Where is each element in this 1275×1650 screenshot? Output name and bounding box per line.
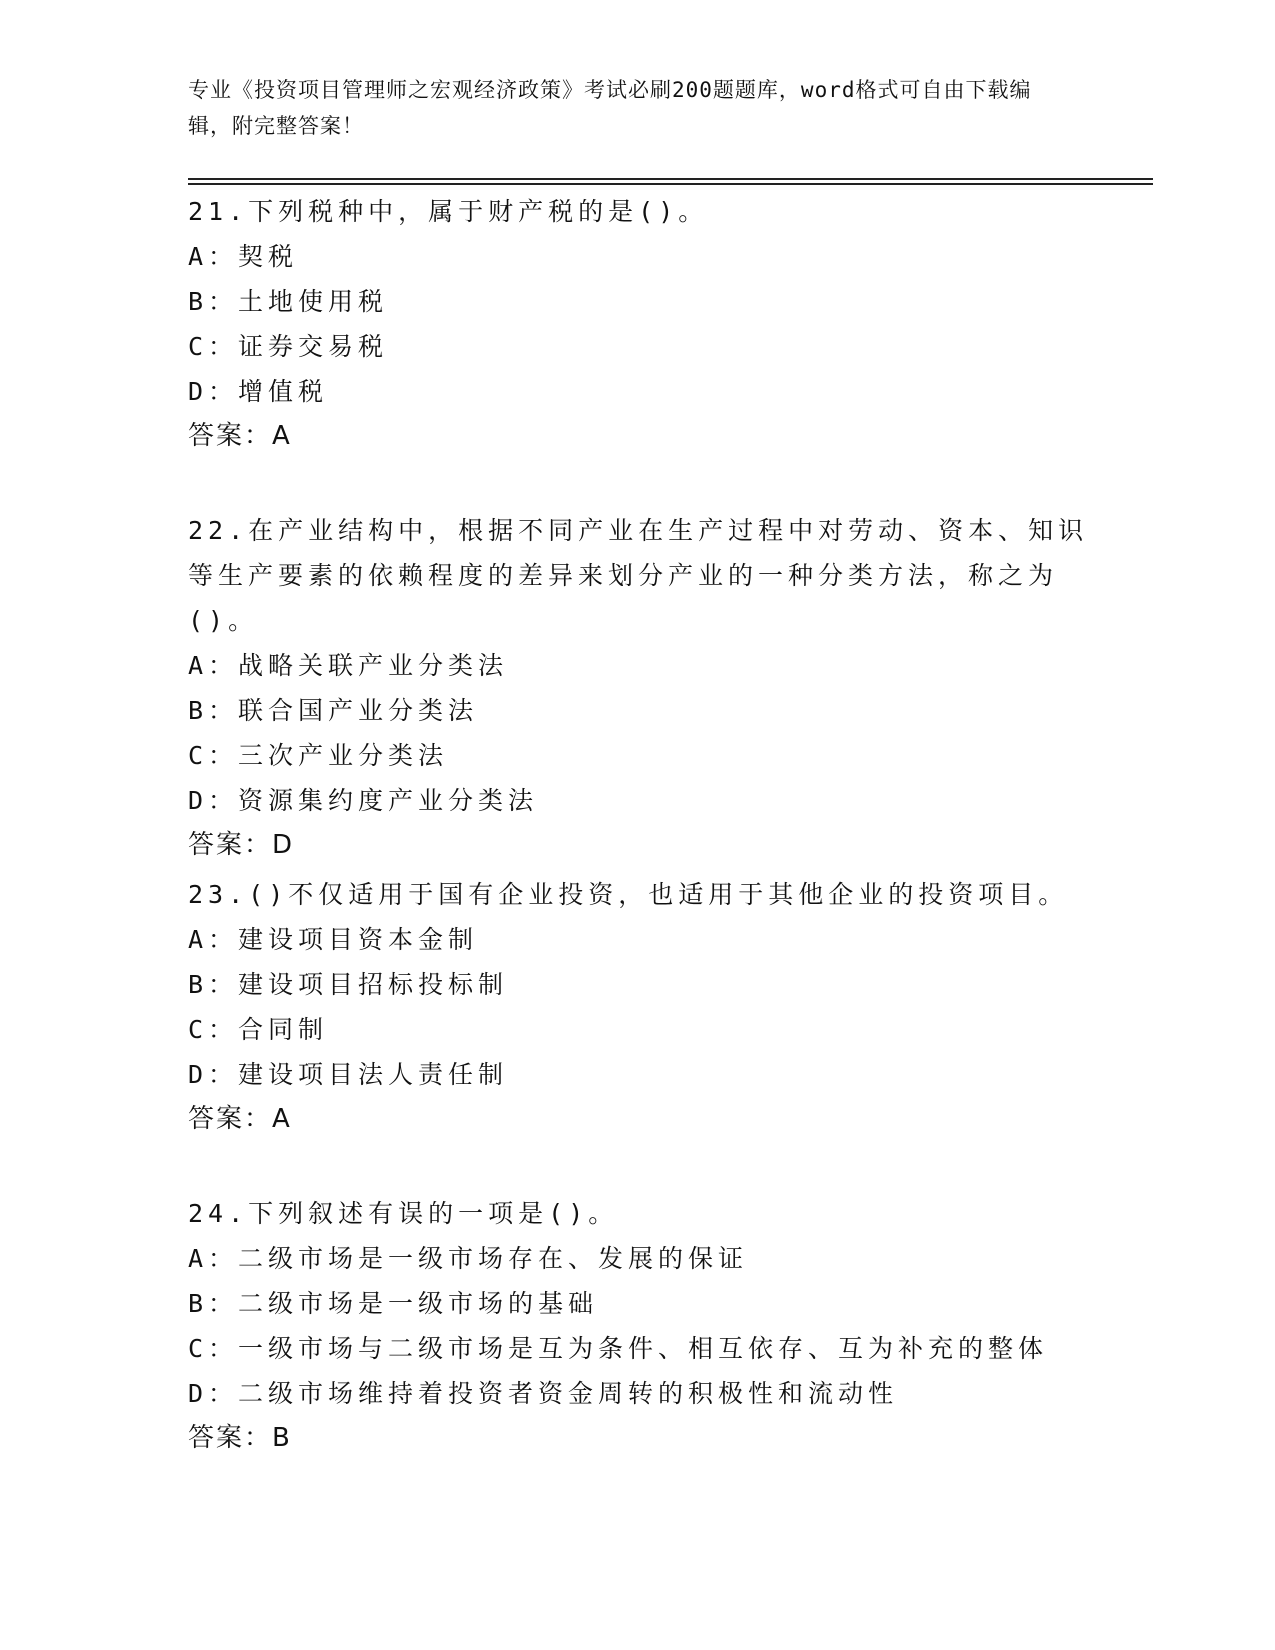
option-b: B：建设项目招标投标制: [188, 970, 509, 999]
option-c: C：一级市场与二级市场是互为条件、相互依存、互为补充的整体: [188, 1334, 1049, 1363]
option-a: A：二级市场是一级市场存在、发展的保证: [188, 1244, 749, 1273]
option-a: A：建设项目资本金制: [188, 925, 479, 954]
option-d: D：增值税: [188, 377, 329, 406]
answer-line: 答案：D: [188, 830, 295, 860]
option-c: C：三次产业分类法: [188, 741, 449, 770]
question-24: [188, 1191, 1108, 1461]
answer-line: 答案：B: [188, 1423, 292, 1453]
question-22: [188, 508, 1108, 868]
document-header: 专业《投资项目管理师之宏观经济政策》考试必刷200题题库，word格式可自由下载编辑，附完整答案！: [188, 78, 1032, 138]
option-c: C：合同制: [188, 1015, 329, 1044]
option-a: A：战略关联产业分类法: [188, 651, 509, 680]
question-stem: 22.在产业结构中，根据不同产业在生产过程中对劳动、资本、知识等生产要素的依赖程度的差异来划分产业的一种分类方法，称之为()。: [188, 516, 1089, 635]
question-stem: 23.()不仅适用于国有企业投资，也适用于其他企业的投资项目。: [188, 880, 1069, 909]
option-d: D：资源集约度产业分类法: [188, 786, 539, 815]
question-stem: 24.下列叙述有误的一项是()。: [188, 1199, 619, 1228]
option-d: D：建设项目法人责任制: [188, 1060, 509, 1089]
option-a: A：契税: [188, 242, 299, 271]
answer-line: 答案：A: [188, 1104, 292, 1134]
header-divider-bottom: [188, 183, 1153, 185]
header-divider-top: [188, 178, 1153, 180]
option-d: D：二级市场维持着投资者资金周转的积极性和流动性: [188, 1379, 899, 1408]
option-b: B：土地使用税: [188, 287, 389, 316]
answer-line: 答案：A: [188, 421, 292, 451]
option-b: B：联合国产业分类法: [188, 696, 479, 725]
question-stem: 21.下列税种中，属于财产税的是()。: [188, 197, 709, 226]
option-b: B：二级市场是一级市场的基础: [188, 1289, 599, 1318]
question-21: [188, 189, 1108, 459]
question-23: [188, 872, 1108, 1142]
option-c: C：证券交易税: [188, 332, 389, 361]
